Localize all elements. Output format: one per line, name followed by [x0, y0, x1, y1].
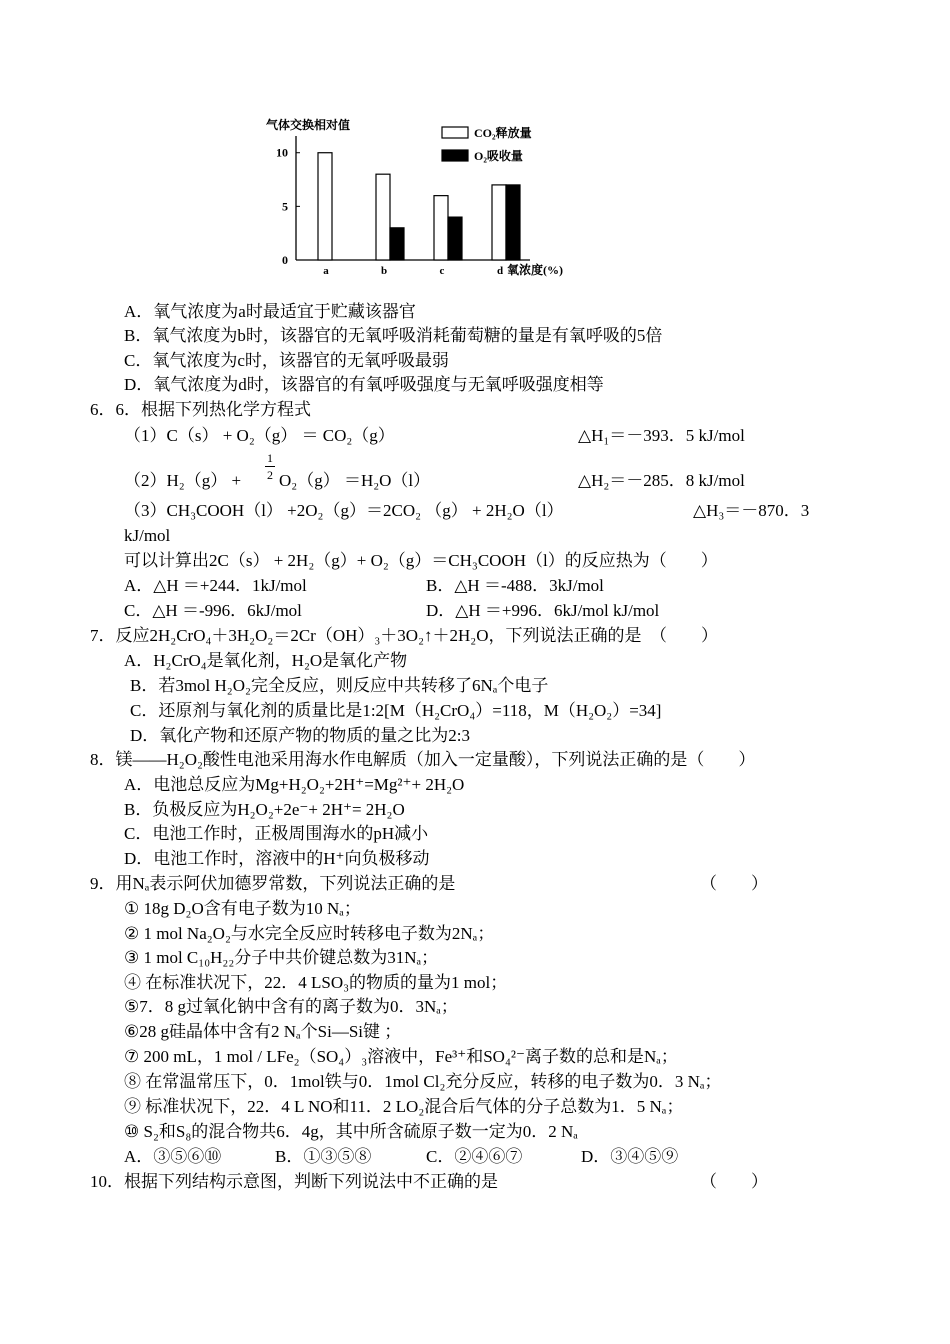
- gas-exchange-bar-chart: [260, 112, 590, 287]
- q7-option-d: D．氧化产物和还原产物的物质的量之比为2:3: [130, 726, 470, 745]
- q6-stem: 6．6．根据下列热化学方程式: [90, 400, 311, 419]
- q9-statement-2: ② 1 mol Na₂O₂与水完全反应时转移电子数为2Nₐ；: [124, 924, 495, 943]
- co2-bar-b: [376, 174, 390, 260]
- q9-statement-6: ⑥28 g硅晶体中含有2 Nₐ个Si—Si键 ；: [124, 1022, 402, 1041]
- q6-fraction-bar: [265, 466, 275, 467]
- q6-fraction-numerator: 1: [267, 451, 273, 465]
- q9-option-d: D．③④⑤⑨: [581, 1147, 679, 1166]
- q9-statement-8: ⑧ 在常温常压下，0．1mol铁与0．1mol Cl₂充分反应，转移的电子数为0．3 Nₐ；: [124, 1072, 722, 1091]
- q6-fraction: [264, 451, 276, 482]
- q9-statement-4: ④ 在标准状况下，22．4 LSO₃的物质的量为1 mol；: [124, 973, 508, 992]
- q6-option-d: D．△H ＝+996．6kJ/mol kJ/mol: [426, 601, 660, 620]
- q9-statement-7: ⑦ 200 mL，1 mol / LFe₂（SO₄）₃溶液中，Fe³⁺和SO₄²⁻离子数的总和是Nₐ；: [124, 1047, 678, 1066]
- q7-option-a: A．H₂CrO₄是氧化剂，H₂O是氧化产物: [124, 651, 408, 670]
- q6-option-a: A．△H ＝+244．1kJ/mol: [124, 576, 307, 595]
- q9-option-b: B．①③⑤⑧: [275, 1147, 372, 1166]
- q9-statement-5: ⑤7．8 g过氧化钠中含有的离子数为0．3Nₐ；: [124, 997, 458, 1016]
- q6-option-c: C．△H ＝-996．6kJ/mol: [124, 601, 302, 620]
- o2-bar-c: [448, 217, 462, 260]
- q9-option-c: C．②④⑥⑦: [426, 1147, 523, 1166]
- x-tick-label: d: [496, 265, 504, 277]
- q8-stem: 8．镁——H₂O₂酸性电池采用海水作电解质（加入一定量酸），下列说法正确的是（ ）: [90, 750, 756, 769]
- q5-option-c: C．氧气浓度为c时，该器官的无氧呼吸最弱: [124, 351, 449, 370]
- legend-o2-swatch: [442, 150, 468, 161]
- x-tick-label: a: [323, 265, 329, 277]
- q8-option-c: C．电池工作时，正极周围海水的pH减小: [124, 824, 429, 843]
- y-tick-label: 5: [282, 199, 288, 214]
- q7-option-c: C．还原剂与氧化剂的质量比是1:2[M（H₂CrO₄）=118，M（H₂O₂）=34]: [130, 701, 662, 720]
- q6-dh3-unit: kJ/mol: [124, 526, 171, 545]
- o2-bar-b: [390, 228, 404, 260]
- q9-statement-3: ③ 1 mol C₁₀H₂₂分子中共价键总数为31Nₐ；: [124, 948, 439, 967]
- q6-equation-2-part2: O₂（g） ＝H₂O（l）: [279, 471, 431, 490]
- q9-option-a: A．③⑤⑥⑩: [124, 1147, 222, 1166]
- legend-o2-label: O₂吸收量: [474, 149, 523, 163]
- co2-bar-c: [434, 196, 448, 260]
- q10-answer-paren: （ ）: [700, 1172, 768, 1191]
- legend-co2-label: CO₂释放量: [474, 126, 532, 140]
- q8-option-a: A．电池总反应为Mg+H₂O₂+2H⁺=Mg²⁺+ 2H₂O: [124, 775, 465, 794]
- q7-stem: 7．反应2H₂CrO₄＋3H₂O₂＝2Cr（OH）₃＋3O₂↑＋2H₂O，下列说法正确的是 （ ）: [90, 626, 718, 645]
- q9-answer-paren: （ ）: [700, 874, 768, 893]
- y-tick-label: 0: [282, 253, 288, 267]
- x-tick-label: b: [380, 265, 388, 277]
- q6-fraction-denominator: 2: [267, 468, 273, 482]
- q7-option-b: B．若3mol H₂O₂完全反应，则反应中共转移了6Nₐ个电子: [130, 676, 549, 695]
- q6-dh3: △H₃＝－870．3: [693, 501, 810, 520]
- y-tick-label: 10: [276, 145, 288, 160]
- y-axis-label: 气体交换相对值: [266, 118, 351, 132]
- q6-equation-3: （3）CH₃COOH（l） +2O₂（g）＝2CO₂ （g） + 2H₂O（l）: [124, 501, 564, 520]
- q6-dh1: △H₁＝－393．5 kJ/mol: [578, 426, 745, 445]
- q8-option-d: D．电池工作时，溶液中的H⁺向负极移动: [124, 849, 430, 868]
- q6-dh2: △H₂＝－285．8 kJ/mol: [578, 471, 745, 490]
- q9-stem: 9．用Nₐ表示阿伏加德罗常数，下列说法正确的是: [90, 874, 456, 893]
- q8-option-b: B．负极反应为H₂O₂+2e⁻+ 2H⁺= 2H₂O: [124, 800, 405, 819]
- x-tick-label: c: [439, 265, 445, 277]
- q6-equation-1: （1）C（s） + O₂（g） ＝ CO₂（g）: [124, 426, 395, 445]
- q6-option-b: B．△H ＝-488．3kJ/mol: [426, 576, 604, 595]
- co2-bar-d: [492, 185, 506, 260]
- co2-bar-a: [318, 153, 332, 260]
- o2-bar-d: [506, 185, 520, 260]
- q6-equation-2-part1: （2）H₂（g） +: [124, 471, 242, 490]
- q9-statement-9: ⑨ 标准状况下，22．4 L NO和11．2 LO₂混合后气体的分子总数为1．5 Nₐ；: [124, 1097, 684, 1116]
- q6-question: 可以计算出2C（s） + 2H₂（g）+ O₂（g）＝CH₃COOH（l）的反应热为（ ）: [124, 551, 718, 570]
- q9-statement-10: ⑩ S₂和S₈的混合物共6．4g，其中所含硫原子数一定为0．2 Nₐ: [124, 1122, 578, 1141]
- q5-option-d: D．氧气浓度为d时，该器官的有氧呼吸强度与无氧呼吸强度相等: [124, 375, 604, 394]
- x-axis-label: 氧浓度(%): [507, 263, 563, 277]
- q10-stem: 10．根据下列结构示意图，判断下列说法中不正确的是: [90, 1172, 498, 1191]
- q9-statement-1: ① 18g D₂O含有电子数为10 Nₐ；: [124, 899, 361, 918]
- q5-option-a: A．氧气浓度为a时最适宜于贮藏该器官: [124, 302, 416, 321]
- q5-option-b: B．氧气浓度为b时，该器官的无氧呼吸消耗葡萄糖的量是有氧呼吸的5倍: [124, 326, 663, 345]
- legend-co2-swatch: [442, 127, 468, 138]
